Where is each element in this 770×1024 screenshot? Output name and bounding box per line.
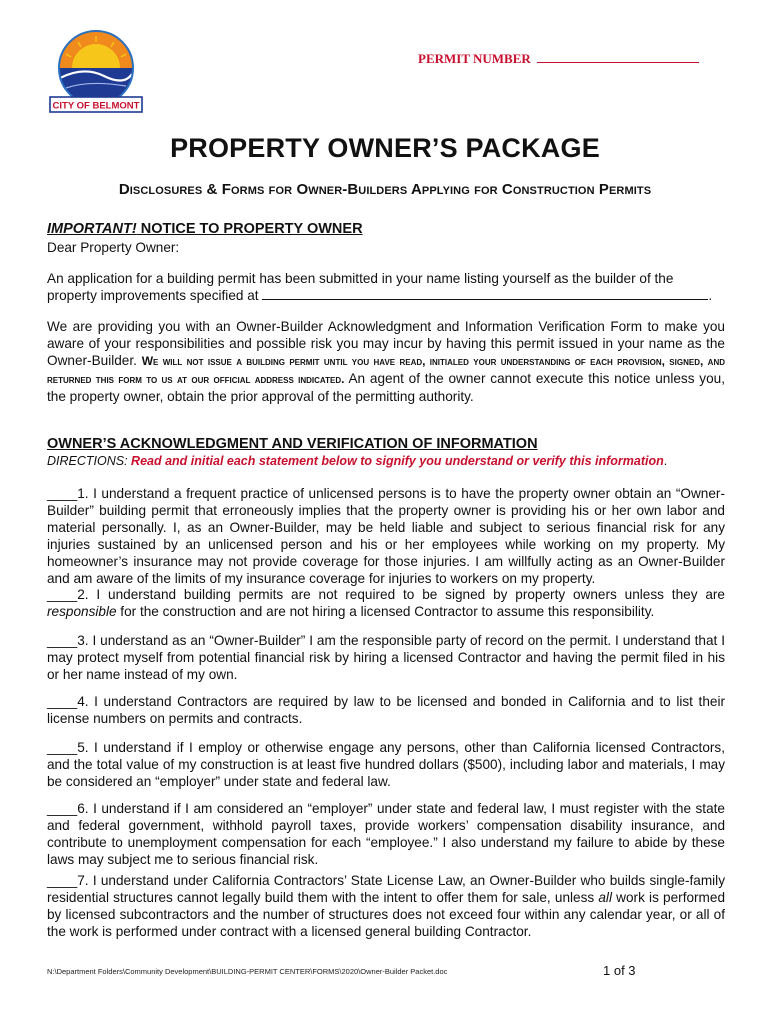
notice-paragraph-2 — [47, 318, 725, 405]
directions — [47, 453, 725, 470]
logo-city-text: CITY OF BELMONT — [52, 100, 140, 112]
acknowledgment-item-1[interactable]: ____1. I understand a frequent practice of unlicensed persons is to have the property owner obtain an “Owner-Builder” building permit that erroneously implies that the property owner is providing his or her own labor and material personally. I, as an Owner-Builder, may be held liable and subject to serious financial risk for any injuries sustained by an unlicensed person and his or her employees while working on my property. My homeowner’s insurance may not provide coverage for those injuries. I am willfully acting as an Owner-Builder and am aware of the limits of my insurance coverage for injuries to workers on my property. — [47, 486, 725, 586]
footer-file-path: N:\Department Folders\Community Development\BUILDING-PERMIT CENTER\FORMS\2020\Owner-Builder Packet.doc — [47, 967, 448, 976]
notice-heading — [47, 221, 363, 237]
acknowledgment-item-4[interactable]: ____4. I understand Contractors are required by law to be licensed and bonded in California and to list their license numbers on permits and contracts. — [47, 694, 725, 726]
permit-number-label: PERMIT NUMBER — [418, 51, 531, 66]
notice-paragraph-2-emphasis: We will not issue a building permit until you have read, initialed your understanding of each provision, signed, and returned this form to us at our official address indicated. — [47, 354, 725, 386]
notice-paragraph-2-tail: An agent of the owner cannot execute this notice unless you, the property owner, obtain the prior approval of the permitting authority. — [47, 371, 725, 404]
directions-label: DIRECTIONS: — [47, 454, 128, 468]
permit-number-blank[interactable] — [537, 52, 699, 63]
directions-end: . — [663, 454, 668, 468]
acknowledgment-item-7-emphasis: all — [598, 890, 612, 905]
footer-page-number: 1 of 3 — [603, 963, 636, 978]
notice-heading-text: NOTICE TO PROPERTY OWNER — [136, 221, 363, 237]
acknowledgment-item-7-text: ____7. I understand under California Contractors’ State License Law, an Owner-Builder who builds single-family residential structures cannot legally build them with the intent to offer them for sale, unless — [47, 873, 725, 905]
page-subtitle: Disclosures & Forms for Owner-Builders Applying for Construction Permits — [118, 181, 652, 198]
notice-important: IMPORTANT! — [47, 221, 137, 237]
directions-text: Read and initial each statement below to signify you understand or verify this information — [127, 454, 664, 468]
acknowledgment-item-2-tail: for the construction and are not hiring a licensed Contractor to assume this responsibility. — [116, 604, 655, 619]
city-of-belmont-logo — [44, 30, 148, 114]
property-address-blank[interactable] — [262, 287, 708, 300]
salutation: Dear Property Owner: — [47, 240, 180, 255]
permit-number-field — [418, 51, 699, 67]
acknowledgment-item-7[interactable] — [47, 872, 725, 940]
notice-paragraph-1-end: . — [708, 288, 713, 303]
acknowledgment-item-2[interactable] — [47, 586, 725, 620]
notice-paragraph-1 — [47, 270, 725, 304]
notice-paragraph-1-text: An application for a building permit has been submitted in your name listing yourself as the builder of the property improvements specified at — [47, 271, 674, 303]
acknowledgment-item-6[interactable]: ____6. I understand if I am considered an “employer” under state and federal law, I must register with the state and federal government, withhold payroll taxes, provide workers’ compensation disability insurance, and contribute to unemployment compensation for each “employee.” I also understand my failure to abide by these laws may subject me to serious financial risk. — [47, 801, 725, 867]
acknowledgment-item-5[interactable]: ____5. I understand if I employ or otherwise engage any persons, other than California licensed Contractors, and the total value of my construction is at least five hundred dollars ($500), including labor and materials, I may be considered an “employer” under state and federal law. — [47, 740, 725, 789]
acknowledgment-item-2-emphasis: responsible — [47, 604, 117, 619]
page-title: PROPERTY OWNER’S PACKAGE — [170, 133, 600, 163]
acknowledgment-item-7-tail: work is performed by licensed subcontractors and the number of structures does not exceed four within any calendar year, or all of the work is performed under contract with a licensed general building Contractor. — [47, 890, 726, 939]
acknowledgment-item-2-text: ____2. I understand building permits are not required to be signed by property owners unless they are — [47, 587, 725, 602]
acknowledgment-item-3[interactable]: ____3. I understand as an “Owner-Builder” I am the responsible party of record on the permit. I understand that I may protect myself from potential financial risk by hiring a licensed Contractor and having the permit filed in his or her name instead of my own. — [47, 633, 725, 682]
notice-paragraph-2-text: We are providing you with an Owner-Builder Acknowledgment and Information Verification Form to make you aware of your responsibilities and possible risk you may incur by having this permit issued in your name as the Owner-Builder. — [47, 319, 725, 368]
acknowledgment-heading: OWNER’S ACKNOWLEDGMENT AND VERIFICATION OF INFORMATION — [47, 436, 538, 452]
